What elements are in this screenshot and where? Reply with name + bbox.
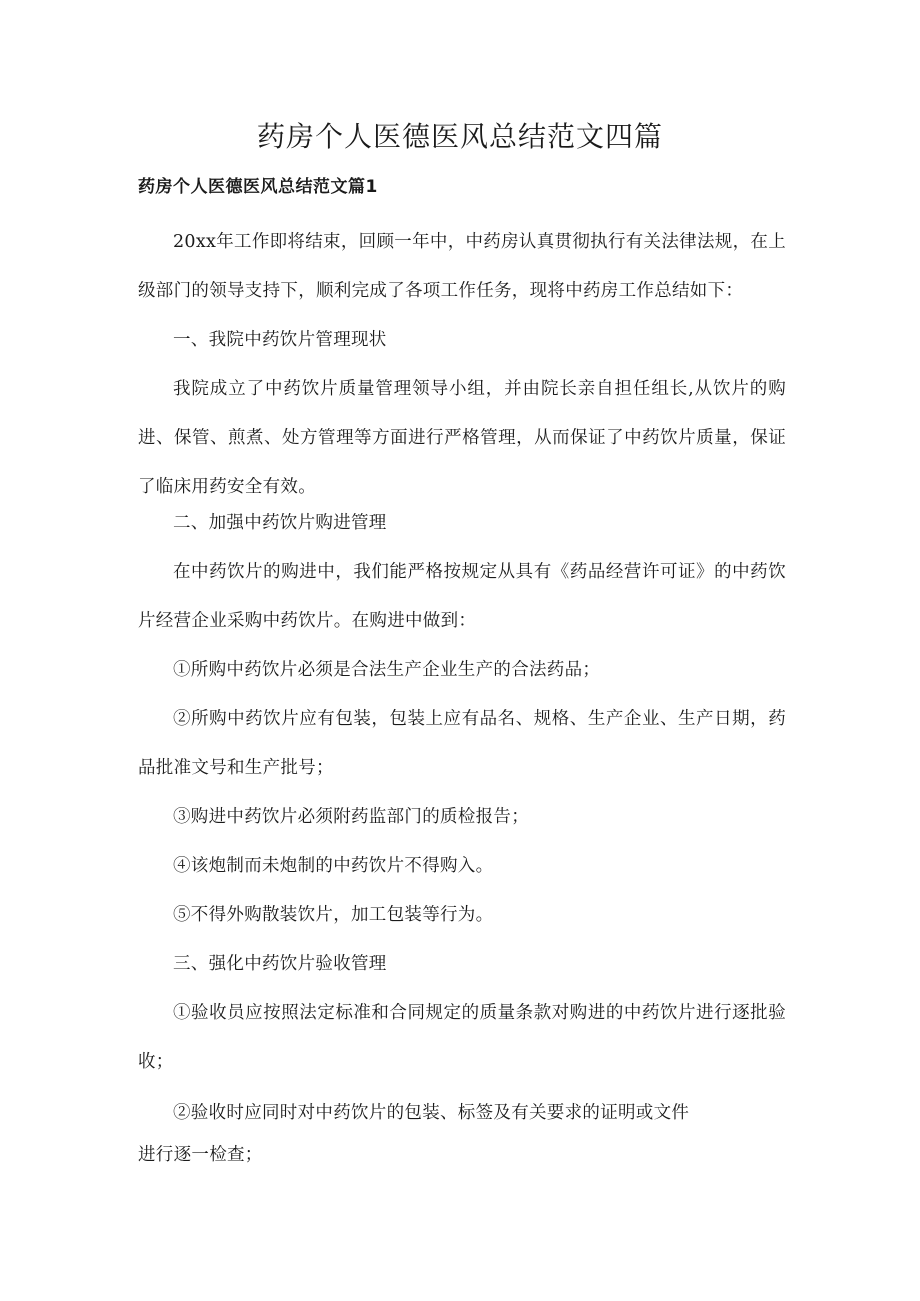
paragraph-intro: 20xx年工作即将结束，回顾一年中，中药房认真贯彻执行有关法律法规，在上级部门的领导支持下，顺利完成了各项工作任务，现将中药房工作总结如下： bbox=[138, 232, 786, 301]
paragraph-purchase: 在中药饮片的购进中，我们能严格按规定从具有《药品经营许可证》的中药饮片经营企业采购中药饮片。在购进中做到： bbox=[138, 562, 786, 631]
document-title: 药房个人医德医风总结范文四篇 bbox=[256, 120, 663, 153]
list-item-acceptance-1: ①验收员应按照法定标准和合同规定的质量条款对购进的中药饮片进行逐批验收； bbox=[138, 1003, 786, 1072]
list-item-acceptance-2-continued: 进行逐一检查； bbox=[138, 1145, 263, 1165]
list-item-purchase-1: ①所购中药饮片必须是合法生产企业生产的合法药品； bbox=[173, 660, 601, 680]
list-item-acceptance-2: ②验收时应同时对中药饮片的包装、标签及有关要求的证明或文件 bbox=[173, 1103, 690, 1123]
list-item-purchase-3: ③购进中药饮片必须附药监部门的质检报告； bbox=[173, 807, 529, 827]
list-item-purchase-2: ②所购中药饮片应有包装，包装上应有品名、规格、生产企业、生产日期，药品批准文号和生产批号； bbox=[138, 709, 786, 778]
heading-acceptance: 三、强化中药饮片验收管理 bbox=[173, 954, 387, 974]
heading-purchase: 二、加强中药饮片购进管理 bbox=[173, 513, 387, 533]
section-heading: 药房个人医德医风总结范文篇1 bbox=[138, 177, 378, 197]
list-item-purchase-5: ⑤不得外购散装饮片，加工包装等行为。 bbox=[173, 905, 494, 925]
list-item-purchase-4: ④该炮制而未炮制的中药饮片不得购入。 bbox=[173, 856, 494, 876]
heading-current-status: 一、我院中药饮片管理现状 bbox=[173, 330, 387, 350]
paragraph-management: 我院成立了中药饮片质量管理领导小组，并由院长亲自担任组长,从饮片的购进、保管、煎煮、处方管理等方面进行严格管理，从而保证了中药饮片质量，保证了临床用药安全有效。 bbox=[138, 379, 786, 497]
